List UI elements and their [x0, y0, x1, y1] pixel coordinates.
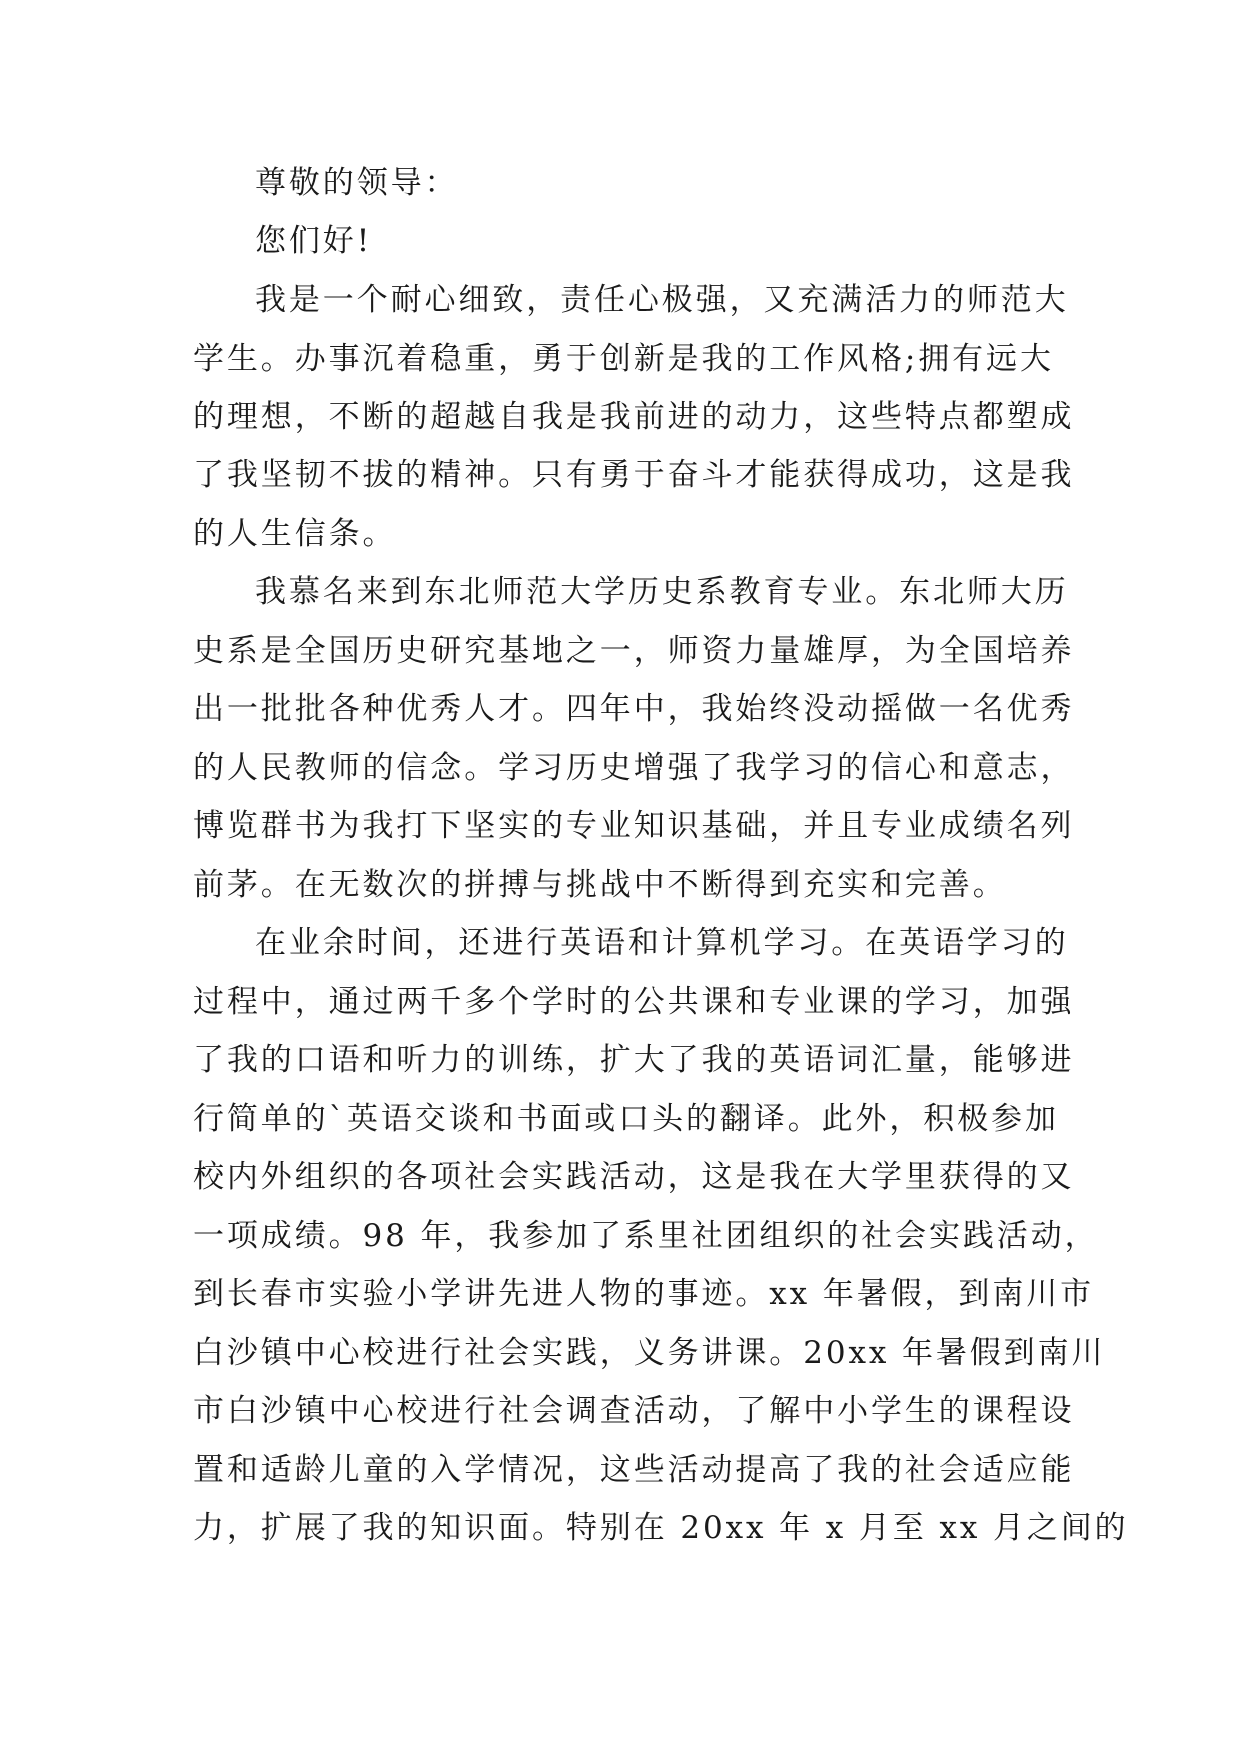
paragraph-1-line-5: 的人生信条。 [193, 516, 397, 552]
paragraph-2-line-1: 我慕名来到东北师范大学历史系教育专业。东北师大历 [255, 574, 1069, 610]
paragraph-2-line-6: 前茅。在无数次的拼搏与挑战中不断得到充实和完善。 [193, 867, 1007, 903]
paragraph-3-line-3: 了我的口语和听力的训练，扩大了我的英语词汇量，能够进 [193, 1042, 1075, 1078]
paragraph-3-line-4: 行简单的`英语交谈和书面或口头的翻译。此外，积极参加 [193, 1101, 1059, 1137]
paragraph-2-line-3: 出一批批各种优秀人才。四年中，我始终没动摇做一名优秀 [193, 691, 1075, 727]
paragraph-3-line-2: 过程中，通过两千多个学时的公共课和专业课的学习，加强 [193, 984, 1075, 1020]
paragraph-3-line-9: 市白沙镇中心校进行社会调查活动，了解中小学生的课程设 [193, 1393, 1075, 1429]
paragraph-3-line-6: 一项成绩。98 年，我参加了系里社团组织的社会实践活动， [193, 1218, 1099, 1254]
paragraph-3-line-8: 白沙镇中心校进行社会实践，义务讲课。20xx 年暑假到南川 [193, 1335, 1106, 1371]
paragraph-2-line-2: 史系是全国历史研究基地之一，师资力量雄厚，为全国培养 [193, 633, 1075, 669]
paragraph-1-line-2: 学生。办事沉着稳重，勇于创新是我的工作风格;拥有远大 [193, 341, 1054, 377]
paragraph-1-line-3: 的理想，不断的超越自我是我前进的动力，这些特点都塑成 [193, 399, 1075, 435]
paragraph-3-line-5: 校内外组织的各项社会实践活动，这是我在大学里获得的又 [193, 1159, 1075, 1195]
paragraph-2-line-4: 的人民教师的信念。学习历史增强了我学习的信心和意志， [193, 750, 1075, 786]
paragraph-3-line-10: 置和适龄儿童的入学情况，这些活动提高了我的社会适应能 [193, 1452, 1075, 1488]
paragraph-1-line-4: 了我坚韧不拔的精神。只有勇于奋斗才能获得成功，这是我 [193, 457, 1075, 493]
paragraph-3-line-7: 到长春市实验小学讲先进人物的事迹。xx 年暑假，到南川市 [193, 1276, 1095, 1312]
paragraph-1-line-1: 我是一个耐心细致，责任心极强，又充满活力的师范大 [255, 282, 1069, 318]
salutation: 尊敬的领导： [255, 165, 459, 201]
paragraph-3-line-1: 在业余时间，还进行英语和计算机学习。在英语学习的 [255, 925, 1069, 961]
paragraph-3-line-11: 力，扩展了我的知识面。特别在 20xx 年 x 月至 xx 月之间的 [193, 1510, 1129, 1546]
paragraph-2-line-5: 博览群书为我打下坚实的专业知识基础，并且专业成绩名列 [193, 808, 1075, 844]
greeting: 您们好! [255, 223, 373, 259]
